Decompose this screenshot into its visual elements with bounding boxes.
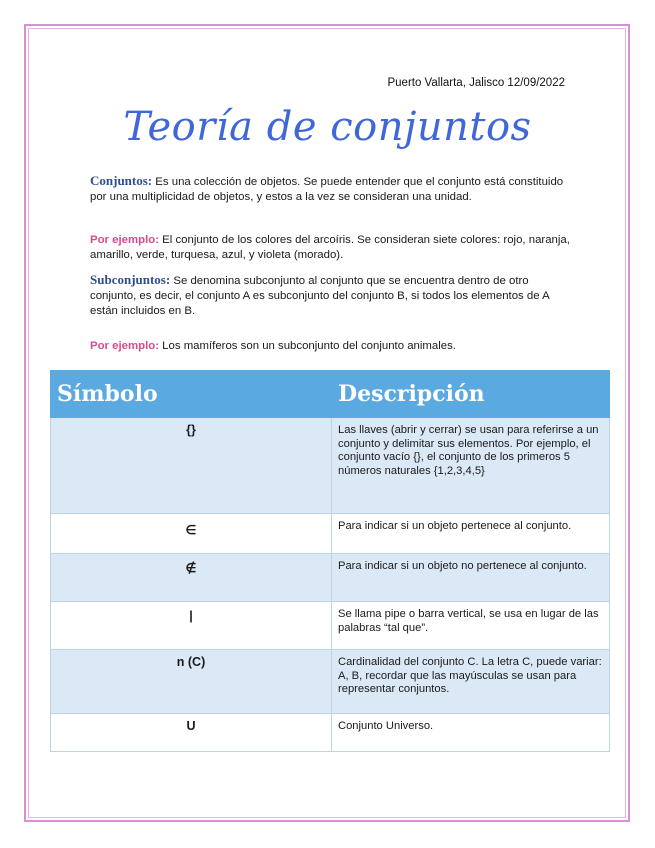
table-row — [51, 554, 610, 602]
description-cell: Para indicar si un objeto no pertenece al conjunto. — [332, 554, 610, 602]
term-subconjuntos: Subconjuntos: — [90, 272, 171, 287]
paragraph-ejemplo-2 — [90, 339, 570, 354]
description-cell: Se llama pipe o barra vertical, se usa en lugar de las palabras “tal que”. — [332, 602, 610, 650]
table-row — [51, 650, 610, 714]
paragraph-subconjuntos — [90, 272, 570, 319]
table-row — [51, 514, 610, 554]
symbols-table — [50, 370, 610, 752]
page-title: Teoría de conjuntos — [123, 104, 532, 150]
date-line: Puerto Vallarta, Jalisco 12/09/2022 — [387, 77, 565, 89]
symbol-cell: | — [51, 602, 332, 650]
label-ejemplo-2: Por ejemplo: — [90, 340, 159, 352]
description-cell: Las llaves (abrir y cerrar) se usan para referirse a un conjunto y delimitar sus elementos. Por ejemplo, el conjunto vacío {}, el conjunto de los primeros 5 números naturales {1,2,3,4,5} — [332, 418, 610, 514]
paragraph-conjuntos — [90, 173, 570, 205]
table-row — [51, 418, 610, 514]
term-conjuntos: Conjuntos: — [90, 173, 153, 188]
symbol-cell: n (C) — [51, 650, 332, 714]
header-descripcion: Descripción — [332, 371, 610, 418]
text-subconjuntos: Se denomina subconjunto al conjunto que se encuentra dentro de otro conjunto, es decir, el conjunto A es subconjunto del conjunto B, si todos los elementos de A están incluidos en B. — [90, 275, 550, 317]
description-cell: Cardinalidad del conjunto C. La letra C, puede variar: A, B, recordar que las mayúsculas se usan para representar conjuntos. — [332, 650, 610, 714]
description-cell: Para indicar si un objeto pertenece al conjunto. — [332, 514, 610, 554]
paragraph-ejemplo-1 — [90, 233, 570, 263]
description-cell: Conjunto Universo. — [332, 714, 610, 752]
table-row — [51, 714, 610, 752]
text-conjuntos: Es una colección de objetos. Se puede entender que el conjunto está constituido por una multiplicidad de objetos, y estos a la vez se consideran una unidad. — [90, 176, 564, 203]
label-ejemplo-1: Por ejemplo: — [90, 234, 159, 246]
symbol-cell: ∈ — [51, 514, 332, 554]
symbol-cell: ∉ — [51, 554, 332, 602]
header-simbolo: Símbolo — [51, 371, 332, 418]
text-ejemplo-1: El conjunto de los colores del arcoíris. Se consideran siete colores: rojo, naranja, amarillo, verde, turquesa, azul, y violeta (morado). — [90, 234, 570, 261]
table-row — [51, 602, 610, 650]
symbol-cell: {} — [51, 418, 332, 514]
table-header-row — [51, 371, 610, 418]
symbol-cell: U — [51, 714, 332, 752]
text-ejemplo-2: Los mamíferos son un subconjunto del conjunto animales. — [159, 340, 456, 352]
